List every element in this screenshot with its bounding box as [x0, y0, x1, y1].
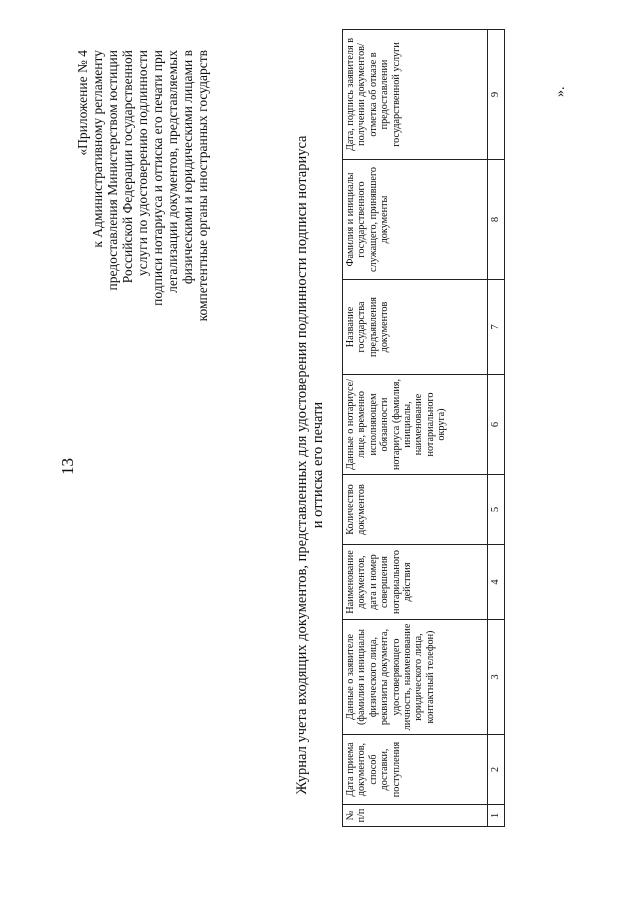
appendix-line: «Приложение № 4	[75, 50, 90, 156]
appendix-line: подписи нотариуса и оттиска его печати при	[150, 50, 165, 306]
table-header-row	[343, 30, 488, 827]
column-number: 3	[488, 620, 505, 735]
column-number: 8	[488, 160, 505, 280]
appendix-line: компетентные органы иностранных государств	[195, 50, 210, 322]
column-number: 1	[488, 805, 505, 827]
column-header: Фамилия и инициалы государственного служащего, принявшего документы	[343, 160, 488, 280]
column-number: 2	[488, 735, 505, 805]
appendix-line: Российской Федерации государственной	[120, 50, 135, 284]
appendix-line: к Административному регламенту	[90, 50, 105, 248]
appendix-line: услуги по удостоверению подлинности	[135, 50, 150, 277]
column-header: Дата приема документов, способ доставки, поступления	[343, 735, 488, 805]
column-header: Дата, подпись заявителя в получении документов/ отметка об отказе в предоставлении государственной услуги	[343, 30, 488, 160]
journal-table	[342, 29, 505, 827]
column-number: 7	[488, 280, 505, 375]
column-number: 5	[488, 475, 505, 545]
page-number: 13	[58, 458, 77, 475]
column-number: 6	[488, 375, 505, 475]
journal-title	[294, 115, 326, 815]
column-header: Название государства предъявления документов	[343, 280, 488, 375]
column-number: 9	[488, 30, 505, 160]
appendix-line: предоставления Министерством юстиции	[105, 50, 120, 291]
column-header: Данные о нотариусе/лице, временно исполняющем обязанности нотариуса (фамилия, инициалы, наименование нотариального округа)	[343, 375, 488, 475]
appendix-line: физическими и юридическими лицами в	[180, 50, 195, 285]
closing-quote-mark: ».	[553, 86, 568, 97]
column-number-row	[488, 30, 505, 827]
column-header: Количество документов	[343, 475, 488, 545]
journal-title-line: Журнал учета входящих документов, представленных для удостоверения подлинности подписи нотариуса	[294, 135, 310, 795]
column-header: Данные о заявителе (фамилия и инициалы физического лица, реквизиты документа, удостоверяющего личность, наименование юридического лица, контактный телефон)	[343, 620, 488, 735]
journal-title-line: и оттиска его печати	[310, 401, 326, 529]
column-header: № п/п	[343, 805, 488, 827]
appendix-line: легализации документов, представляемых	[165, 50, 180, 293]
column-header: Наименование документов, дата и номер совершения нотариального действия	[343, 545, 488, 620]
appendix-header	[75, 50, 210, 350]
column-number: 4	[488, 545, 505, 620]
